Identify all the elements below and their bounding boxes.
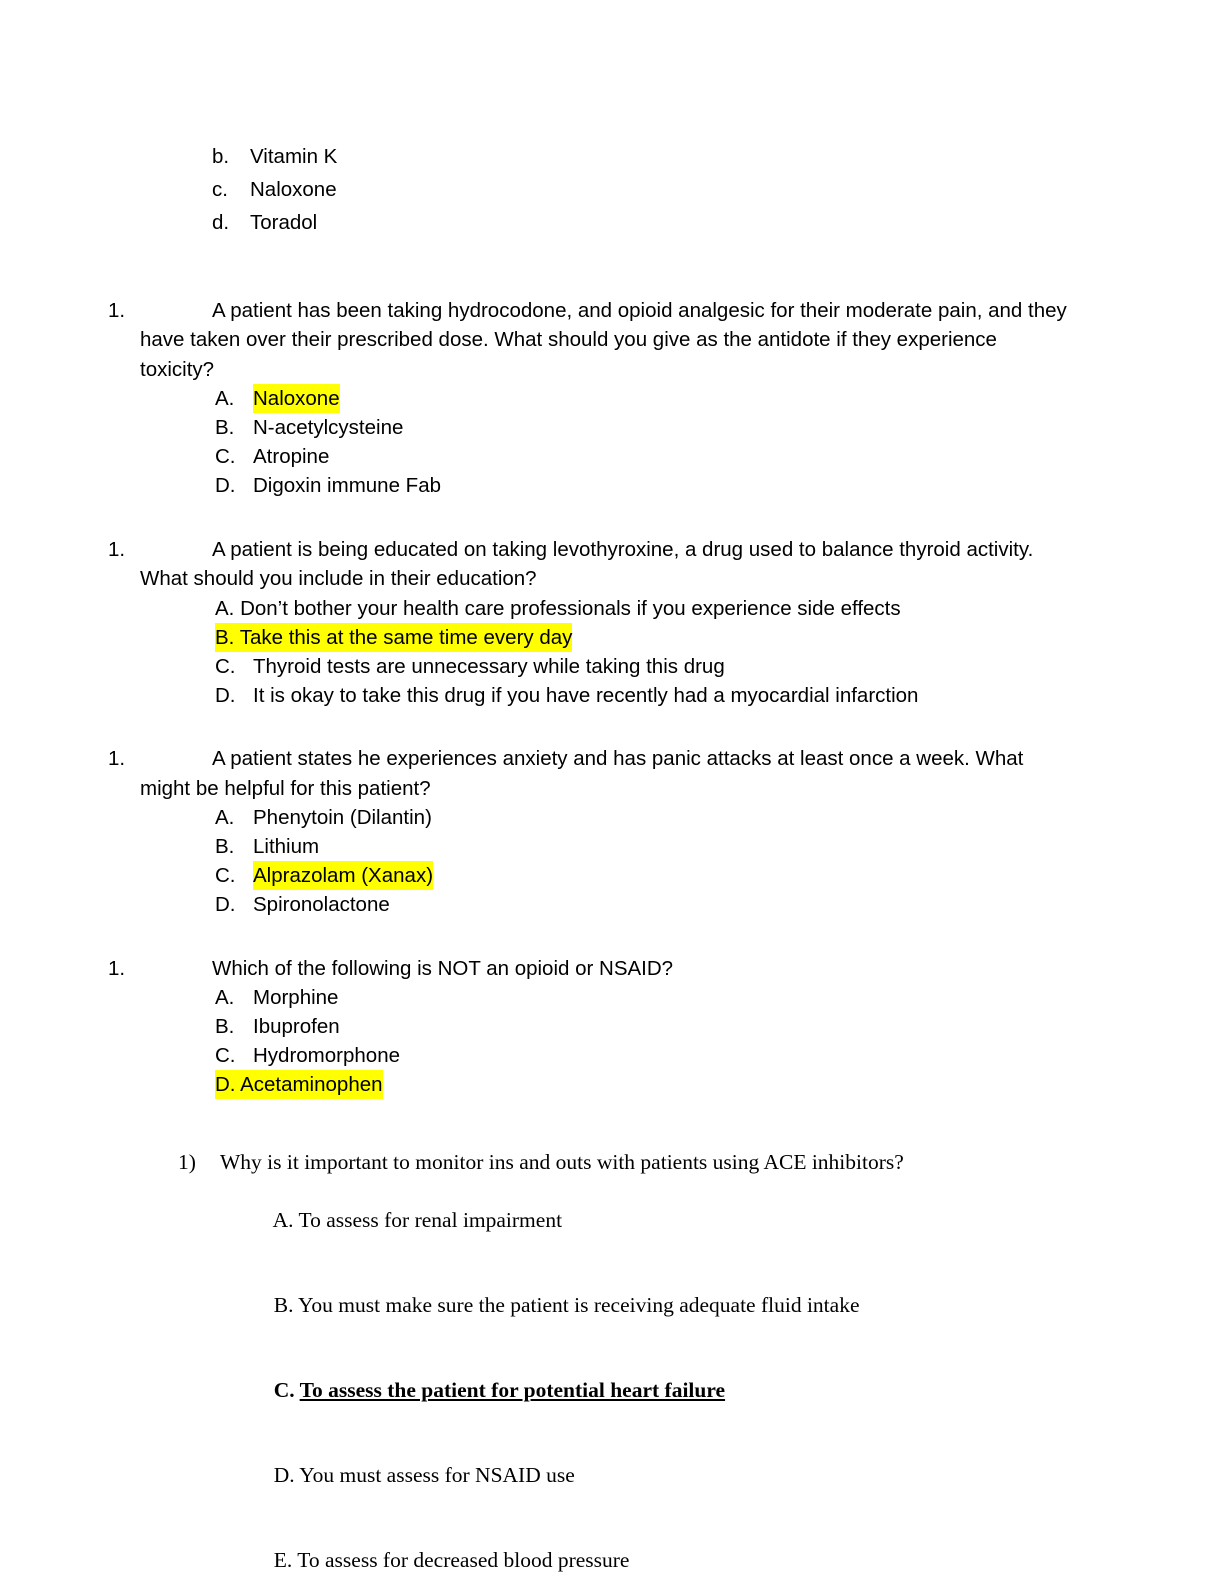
question-block-1 bbox=[0, 296, 1224, 501]
option-text: Naloxone bbox=[250, 178, 337, 202]
question-block-5 bbox=[0, 1149, 1224, 1584]
option-text: D. You must assess for NSAID use bbox=[273, 1463, 575, 1488]
option-text: D. Acetaminophen bbox=[215, 1070, 383, 1099]
option-text: Alprazolam (Xanax) bbox=[253, 861, 433, 890]
question-header bbox=[0, 1149, 1224, 1177]
option-text: Digoxin immune Fab bbox=[253, 474, 441, 498]
question-number: 1. bbox=[108, 747, 126, 771]
question-stem: Which of the following is NOT an opioid or NSAID? bbox=[212, 956, 674, 980]
option-list bbox=[0, 594, 1224, 710]
list-item bbox=[0, 803, 1224, 832]
option-marker: C. bbox=[215, 1044, 236, 1068]
option-text: A. Don’t bother your health care professionals if you experience side effects bbox=[215, 596, 901, 620]
list-item bbox=[0, 983, 1224, 1012]
option-text: Atropine bbox=[253, 445, 330, 469]
option-marker: B. bbox=[215, 1015, 235, 1039]
list-item bbox=[0, 384, 1224, 413]
option-marker: b. bbox=[212, 145, 230, 168]
question-block-4 bbox=[0, 954, 1224, 1100]
option-marker: A. bbox=[215, 986, 235, 1010]
option-list bbox=[0, 1177, 1224, 1584]
option-marker: c. bbox=[212, 178, 228, 202]
question-stem: A patient has been taking hydrocodone, and opioid analgesic for their moderate pain, and they have taken over their prescribed dose. What should you give as the antidote if they experience toxicity? bbox=[140, 298, 1067, 381]
list-item bbox=[0, 1263, 1224, 1348]
option-text: E. To assess for decreased blood pressure bbox=[273, 1548, 630, 1573]
list-item bbox=[0, 413, 1224, 442]
question-stem: A patient is being educated on taking levothyroxine, a drug used to balance thyroid activity. What should you include in their education? bbox=[140, 537, 1034, 591]
option-marker: C. bbox=[215, 864, 236, 888]
option-text: N-acetylcysteine bbox=[253, 416, 404, 440]
question-header bbox=[0, 744, 1224, 803]
option-text: Naloxone bbox=[253, 384, 340, 413]
list-item bbox=[0, 1070, 1224, 1099]
option-text: Lithium bbox=[253, 835, 320, 859]
option-text: It is okay to take this drug if you have recently had a myocardial infarction bbox=[253, 683, 919, 707]
option-text: Morphine bbox=[253, 986, 339, 1010]
question-block-2 bbox=[0, 535, 1224, 710]
option-marker: B. bbox=[215, 416, 235, 440]
question-block-3 bbox=[0, 744, 1224, 919]
option-text: Vitamin K bbox=[250, 145, 338, 168]
option-text: Phenytoin (Dilantin) bbox=[253, 806, 432, 830]
list-item bbox=[0, 890, 1224, 919]
question-header bbox=[0, 954, 1224, 984]
list-item bbox=[0, 173, 1224, 206]
option-text: Hydromorphone bbox=[253, 1044, 400, 1068]
list-item bbox=[0, 681, 1224, 710]
list-item bbox=[0, 1518, 1224, 1584]
list-item bbox=[0, 861, 1224, 890]
option-marker: D. bbox=[215, 683, 236, 707]
option-marker: C. bbox=[273, 1378, 300, 1403]
option-marker: D. bbox=[215, 474, 236, 498]
list-item bbox=[0, 652, 1224, 681]
option-text: Ibuprofen bbox=[253, 1015, 340, 1039]
list-item bbox=[0, 1177, 1224, 1262]
list-item bbox=[0, 442, 1224, 471]
list-item bbox=[0, 206, 1224, 239]
question-header bbox=[0, 296, 1224, 385]
list-item bbox=[0, 471, 1224, 500]
list-item bbox=[0, 1041, 1224, 1070]
fragment-option-list bbox=[0, 140, 1224, 240]
option-text: Thyroid tests are unnecessary while taking this drug bbox=[253, 654, 725, 678]
option-marker: C. bbox=[215, 654, 236, 678]
question-number: 1. bbox=[108, 298, 126, 322]
option-text: B. Take this at the same time every day bbox=[215, 623, 572, 652]
option-marker: D. bbox=[215, 893, 236, 917]
list-item-correct-answer bbox=[0, 1348, 1224, 1433]
question-number: 1) bbox=[178, 1150, 196, 1175]
option-list bbox=[0, 384, 1224, 500]
question-header bbox=[0, 535, 1224, 594]
option-list bbox=[0, 803, 1224, 919]
list-item bbox=[0, 1433, 1224, 1518]
option-marker: d. bbox=[212, 211, 230, 235]
question-number: 1. bbox=[108, 956, 126, 980]
option-text: B. You must make sure the patient is receiving adequate fluid intake bbox=[273, 1292, 860, 1317]
question-stem: A patient states he experiences anxiety and has panic attacks at least once a week. What might be helpful for this patient? bbox=[140, 747, 1024, 800]
list-item bbox=[0, 623, 1224, 652]
option-marker: A. bbox=[215, 806, 235, 830]
option-marker: A. bbox=[215, 387, 235, 411]
list-item bbox=[0, 140, 1224, 173]
question-number: 1. bbox=[108, 537, 126, 561]
question-stem: Why is it important to monitor ins and outs with patients using ACE inhibitors? bbox=[220, 1150, 904, 1175]
option-list bbox=[0, 983, 1224, 1099]
option-marker: C. bbox=[215, 445, 236, 469]
list-item bbox=[0, 1012, 1224, 1041]
list-item bbox=[0, 594, 1224, 623]
option-marker: B. bbox=[215, 835, 235, 859]
option-text: A. To assess for renal impairment bbox=[272, 1207, 563, 1232]
list-item bbox=[0, 832, 1224, 861]
option-text: Toradol bbox=[250, 211, 318, 235]
option-text: To assess the patient for potential heart failure bbox=[299, 1378, 726, 1403]
option-text: Spironolactone bbox=[253, 893, 390, 917]
